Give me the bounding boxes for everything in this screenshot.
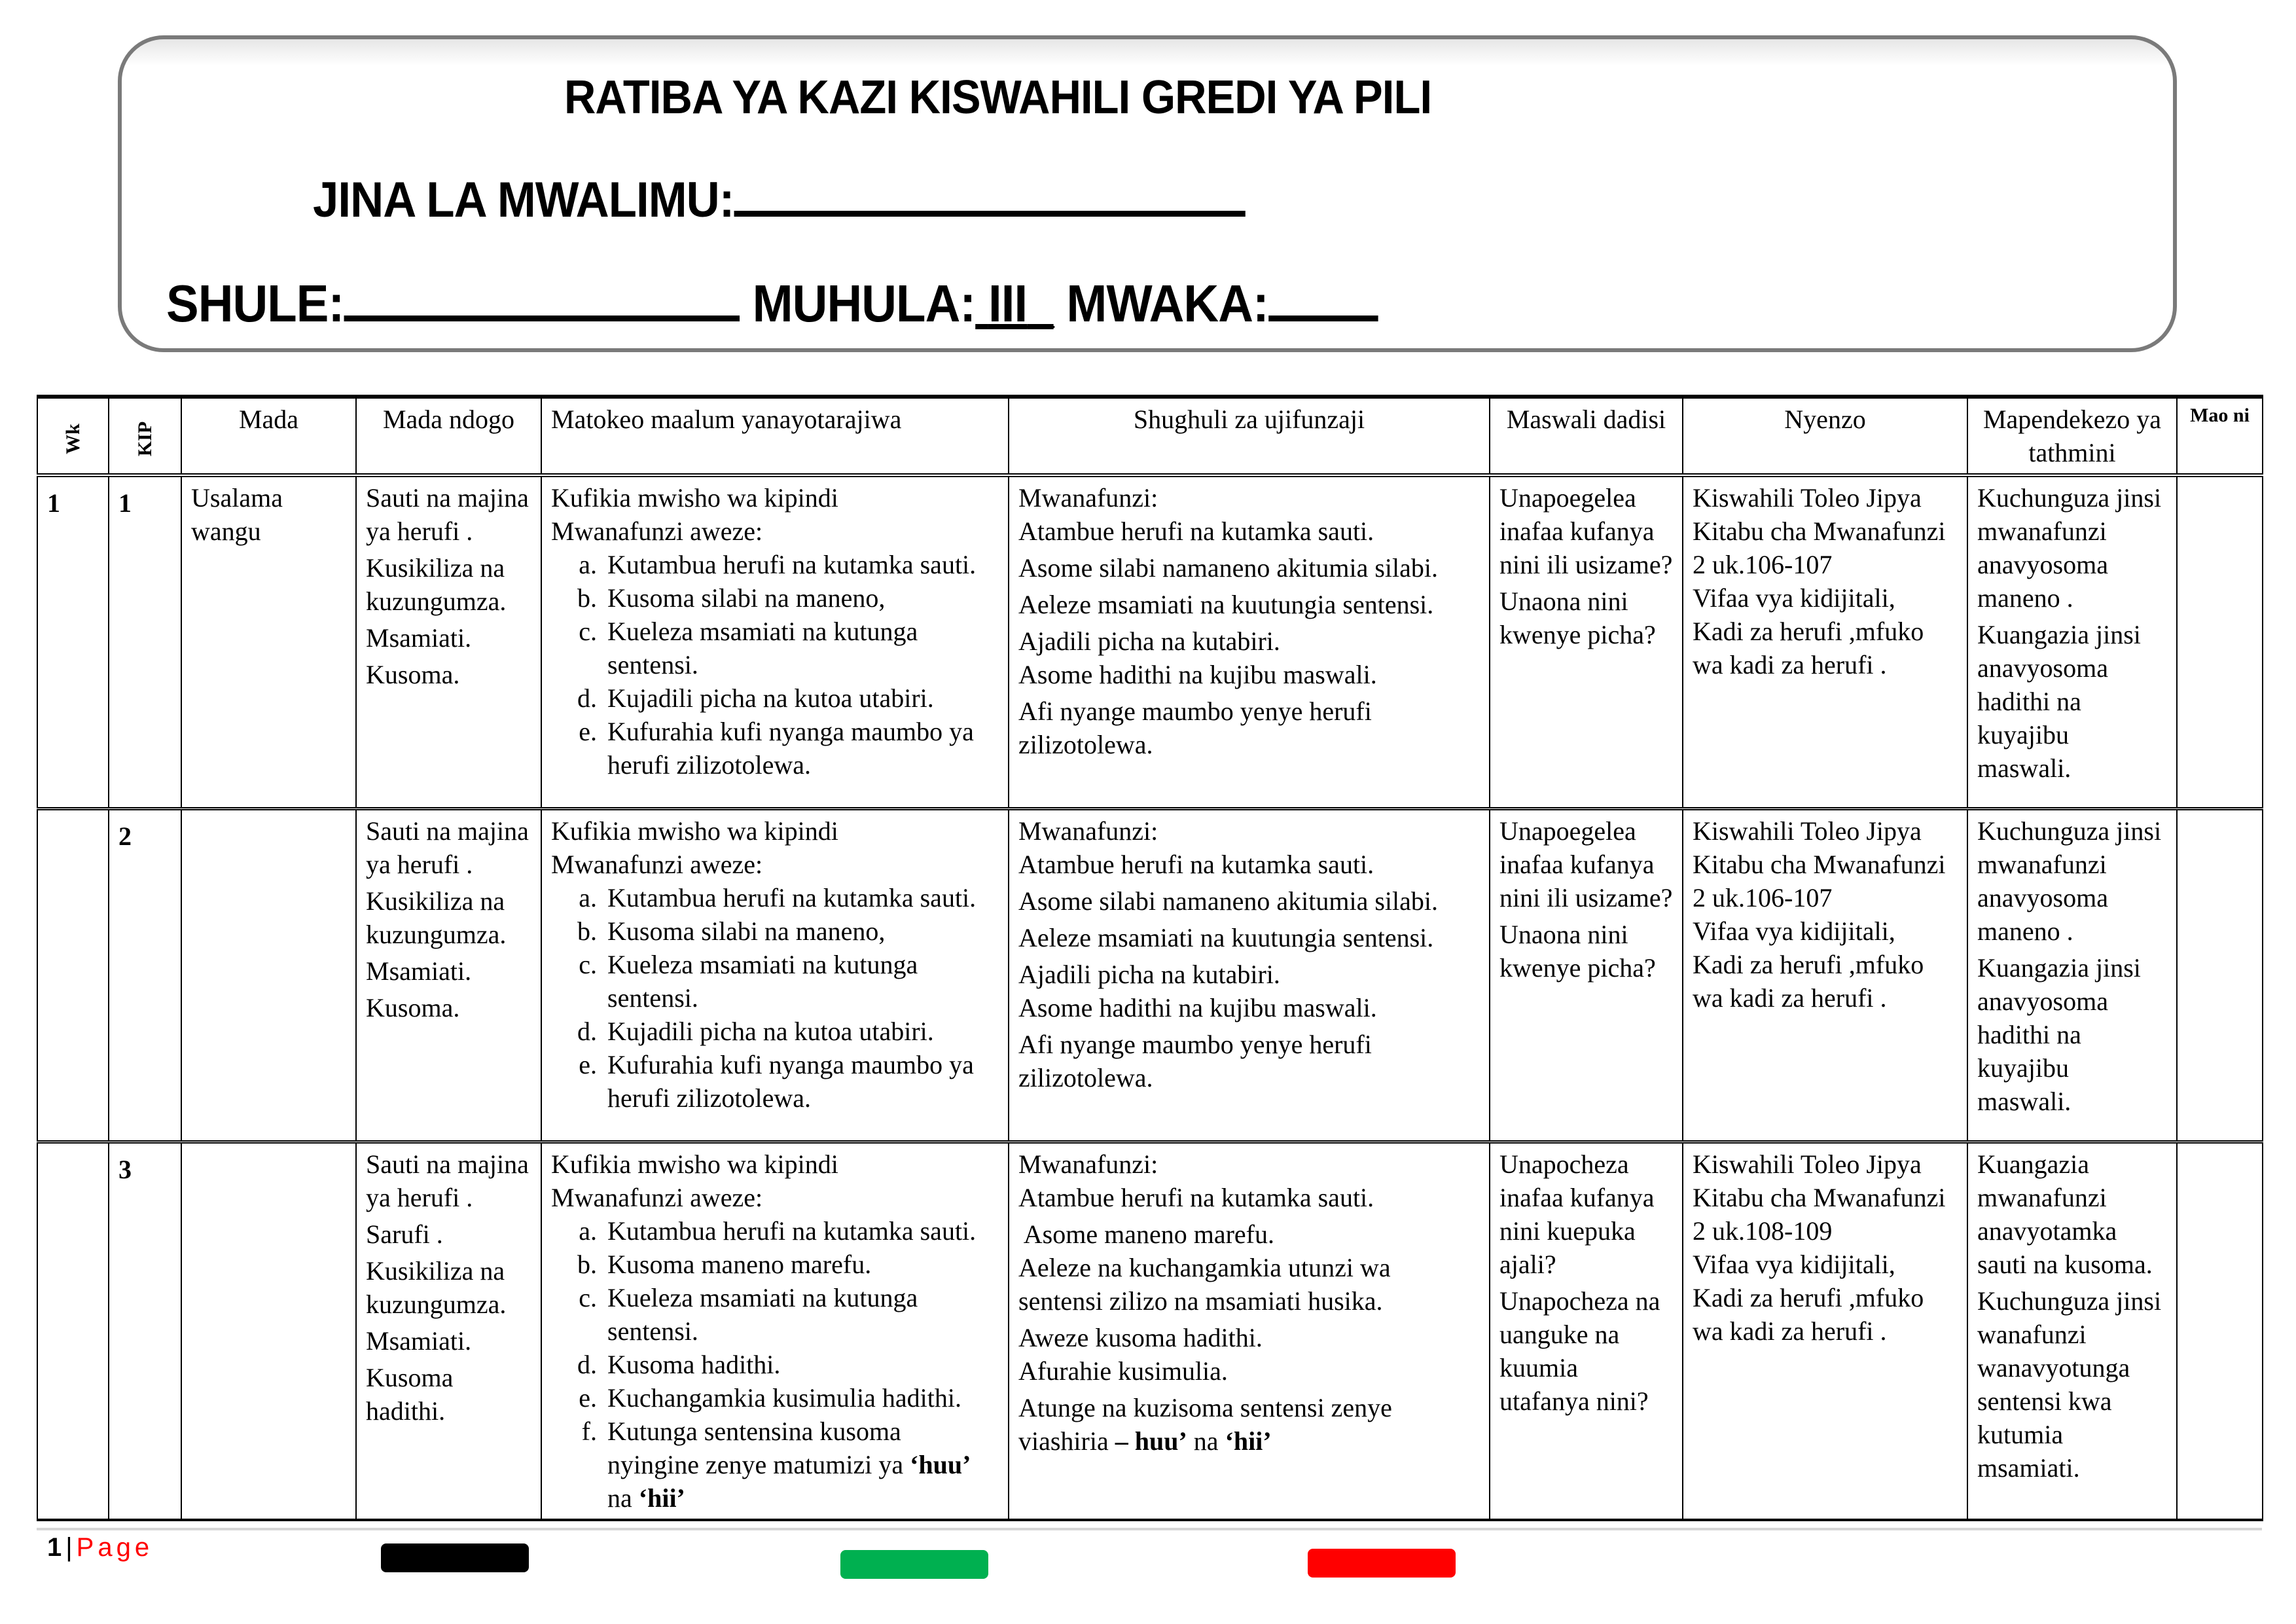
school-line: [166, 274, 1378, 334]
cell-shughuli: Mwanafunzi: Atambue herufi na kutamka sauti. Asome maneno marefu. Aeleze na kuchangamkia utunzi wa sentensi zilizo na msamiati husika. Aweze kusoma hadithi. Afurahie kusimulia. Atunge na kuzisoma sentensi zenye viashiria – huu’ na ‘hii’: [1009, 1142, 1490, 1520]
cell-shughuli: Mwanafunzi: Atambue herufi na kutamka sauti. Asome silabi namaneno akitumia silabi. Aeleze msamiati na kuutungia sentensi. Ajadili picha na kutabiri. Asome hadithi na kujibu maswali. Afi nyange maumbo yenye herufi zilizotolewa.: [1009, 808, 1490, 1142]
col-header-matokeo: Matokeo maalum yanayotarajiwa: [541, 397, 1009, 475]
cell-matokeo: Kufikia mwisho wa kipindi Mwanafunzi aweze: a. Kutambua herufi na kutamka sauti. b. Kusoma maneno marefu. c. Kueleza msamiati na kutunga sentensi. d. Kusoma hadithi. e. Kuchangamkia kusimulia hadithi. f. Kutunga sentensina kusoma nyingine zenye matumizi ya ‘huu’ na ‘hii’: [541, 1142, 1009, 1520]
table-row: [37, 475, 2263, 808]
activity-with-bold: Atunge na kuzisoma sentensi zenye viashiria – huu’ na ‘hii’: [1018, 1392, 1392, 1456]
cell-maswali: Unapocheza inafaa kufanya nini kuepuka ajali? Unapocheza na uanguke na kuumia utafanya nini?: [1490, 1142, 1683, 1520]
teacher-name-line: [313, 171, 1246, 228]
col-header-maoni: Mao ni: [2177, 397, 2263, 475]
cell-nyenzo: Kiswahili Toleo Jipya Kitabu cha Mwanafunzi 2 uk.106-107 Vifaa vya kidijitali, Kadi za herufi ,mfuko wa kadi za herufi .: [1683, 475, 1967, 808]
document-title: RATIBA YA KAZI KISWAHILI GREDI YA PILI: [564, 71, 1432, 124]
teacher-name-field[interactable]: [734, 211, 1245, 217]
flag-stripe-green: [840, 1550, 988, 1579]
cell-nyenzo: Kiswahili Toleo Jipya Kitabu cha Mwanafunzi 2 uk.108-109 Vifaa vya kidijitali, Kadi za herufi ,mfuko wa kadi za herufi .: [1683, 1142, 1967, 1520]
cell-wk: 1: [37, 475, 109, 808]
year-label: MWAKA:: [1066, 274, 1268, 333]
scheme-of-work-table: [37, 395, 2263, 1521]
table-row: [37, 1142, 2263, 1520]
cell-tathmini: Kuchunguza jinsi mwanafunzi anavyosoma maneno . Kuangazia jinsi anavyosoma hadithi na kuyajibu maswali.: [1967, 475, 2177, 808]
cell-kip: 1: [109, 475, 181, 808]
cell-shughuli: Mwanafunzi: Atambue herufi na kutamka sauti. Asome silabi namaneno akitumia silabi. Aeleze msamiati na kuutungia sentensi. Ajadili picha na kutabiri. Asome hadithi na kujibu maswali. Afi nyange maumbo yenye herufi zilizotolewa.: [1009, 475, 1490, 808]
col-header-kip: KIP: [109, 397, 181, 475]
col-header-tathmini: Mapendekezo ya tathmini: [1967, 397, 2177, 475]
term-value[interactable]: III_: [988, 274, 1054, 333]
footer-divider: [37, 1528, 2262, 1530]
cell-wk: [37, 808, 109, 1142]
cell-wk: [37, 1142, 109, 1520]
cell-maswali: Unapoegelea inafaa kufanya nini ili usizame? Unaona nini kwenye picha?: [1490, 475, 1683, 808]
col-header-shughuli: Shughuli za ujifunzaji: [1009, 397, 1490, 475]
cell-mada: Usalama wangu: [181, 475, 356, 808]
page-number: 1 | Page: [47, 1533, 154, 1562]
col-header-mada-ndogo: Mada ndogo: [356, 397, 541, 475]
school-field[interactable]: [344, 316, 740, 321]
cell-maoni[interactable]: [2177, 1142, 2263, 1520]
cell-mada: [181, 808, 356, 1142]
table-header-row: [37, 397, 2263, 475]
table-row: [37, 808, 2263, 1142]
cell-mada-ndogo: Sauti na majina ya herufi . Sarufi . Kusikiliza na kuzungumza. Msamiati. Kusoma hadithi.: [356, 1142, 541, 1520]
col-header-nyenzo: Nyenzo: [1683, 397, 1967, 475]
cell-tathmini: Kuangazia mwanafunzi anavyotamka sauti na kusoma. Kuchunguza jinsi wanafunzi wanavyotunga sentensi kwa kutumia msamiati.: [1967, 1142, 2177, 1520]
col-header-mada: Mada: [181, 397, 356, 475]
cell-mada-ndogo: Sauti na majina ya herufi . Kusikiliza na kuzungumza. Msamiati. Kusoma.: [356, 475, 541, 808]
cell-kip: 3: [109, 1142, 181, 1520]
objective-with-bold: f. Kutunga sentensina kusoma nyingine zenye matumizi ya ‘huu’ na ‘hii’: [603, 1415, 999, 1515]
flag-stripe-red: [1308, 1549, 1456, 1578]
cell-mada-ndogo: Sauti na majina ya herufi . Kusikiliza na kuzungumza. Msamiati. Kusoma.: [356, 808, 541, 1142]
col-header-maswali: Maswali dadisi: [1490, 397, 1683, 475]
cell-maoni[interactable]: [2177, 475, 2263, 808]
cell-tathmini: Kuchunguza jinsi mwanafunzi anavyosoma maneno . Kuangazia jinsi anavyosoma hadithi na kuyajibu maswali.: [1967, 808, 2177, 1142]
term-label: MUHULA:: [752, 274, 976, 333]
teacher-name-label: JINA LA MWALIMU:: [313, 172, 734, 228]
cell-mada: [181, 1142, 356, 1520]
cell-matokeo: Kufikia mwisho wa kipindi Mwanafunzi aweze: a. Kutambua herufi na kutamka sauti. b. Kusoma silabi na maneno, c. Kueleza msamiati na kutunga sentensi. d. Kujadili picha na kutoa utabiri. e. Kufurahia kufi nyanga maumbo ya herufi zilizotolewa.: [541, 475, 1009, 808]
cell-maswali: Unapoegelea inafaa kufanya nini ili usizame? Unaona nini kwenye picha?: [1490, 808, 1683, 1142]
flag-stripe-black: [381, 1543, 529, 1572]
cell-kip: 2: [109, 808, 181, 1142]
col-header-wk: Wk: [37, 397, 109, 475]
cell-nyenzo: Kiswahili Toleo Jipya Kitabu cha Mwanafunzi 2 uk.106-107 Vifaa vya kidijitali, Kadi za herufi ,mfuko wa kadi za herufi .: [1683, 808, 1967, 1142]
cell-matokeo: Kufikia mwisho wa kipindi Mwanafunzi aweze: a. Kutambua herufi na kutamka sauti. b. Kusoma silabi na maneno, c. Kueleza msamiati na kutunga sentensi. d. Kujadili picha na kutoa utabiri. e. Kufurahia kufi nyanga maumbo ya herufi zilizotolewa.: [541, 808, 1009, 1142]
school-label: SHULE:: [166, 274, 344, 333]
year-field[interactable]: [1268, 316, 1378, 321]
cell-maoni[interactable]: [2177, 808, 2263, 1142]
